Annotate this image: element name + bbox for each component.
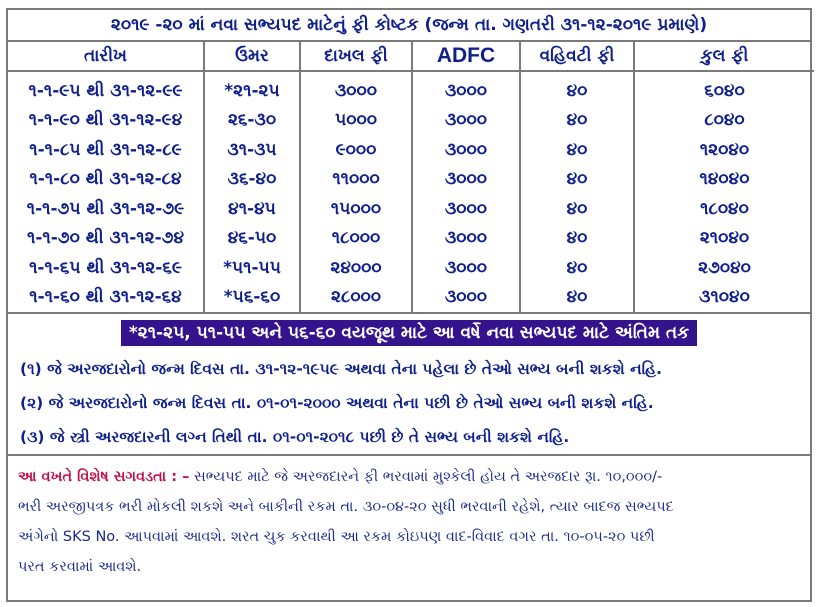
cell-adfc: ૩૦૦૦ <box>412 106 520 136</box>
table-row <box>8 283 814 313</box>
cell-adfc: ૩૦૦૦ <box>412 194 520 224</box>
cell-adfc: ૩૦૦૦ <box>412 135 520 165</box>
last-chance-banner: *૨૧-૨૫, ૫૧-૫૫ અને ૫૬-૬૦ વયજૂથ માટે આ વર્ષે નવા સભ્યપદ માટે અંતિમ તક <box>121 320 697 346</box>
notes-highlight: આ વખતે વિશેષ સગવડતા : – <box>18 469 190 485</box>
cell-adfc: ૩૦૦૦ <box>412 224 520 254</box>
column-header-entry-fee: દાખલ ફી <box>300 42 412 71</box>
cell-entry-fee: ૩૦૦૦ <box>300 71 412 106</box>
column-header-date: તારીખ <box>8 42 204 71</box>
cell-age: ૩૧-૩૫ <box>204 135 300 165</box>
banner-row <box>8 314 810 352</box>
column-header-total-fee: કુલ ફી <box>634 42 814 71</box>
notes-text: સભ્યપદ માટે જે અરજદારને ફી ભરવામાં મુશ્કેલી હોય તે અરજદાર રૂા. ૧૦,૦૦૦/- <box>189 469 663 485</box>
notes-line-3: અંગેનો SKS No. આપવામાં આવશે. શરત ચુક કરવાથી આ રકમ કોઇપણ વાદ-વિવાદ વગર તા. ૧૦-૦૫-૨૦ પછી <box>18 529 655 545</box>
table-row <box>8 71 814 106</box>
cell-admin-fee: ૪૦ <box>520 283 634 313</box>
cell-adfc: ૩૦૦૦ <box>412 71 520 106</box>
cell-admin-fee: ૪૦ <box>520 165 634 195</box>
cell-total-fee: ૨૭૦૪૦ <box>698 257 751 278</box>
rule-1: (૧) જે અરજદારોનો જન્મ દિવસ તા. ૩૧-૧૨-૧૯૫૯ અથવા તેના પહેલા છે તેઓ સભ્ય બની શકશે નહિ. <box>20 360 663 378</box>
table-row <box>8 194 814 224</box>
cell-date: ૧-૧-૮૫ થી ૩૧-૧૨-૮૯ <box>8 135 204 165</box>
cell-age: *૫૧-૫૫ <box>204 253 300 283</box>
cell-entry-fee: ૧૫૦૦૦ <box>300 194 412 224</box>
fee-chart <box>6 8 812 602</box>
cell-admin-fee: ૪૦ <box>520 224 634 254</box>
cell-date: ૧-૧-૬૦ થી ૩૧-૧૨-૬૪ <box>8 283 204 313</box>
cell-total-fee: ૧૨૦૪૦ <box>699 139 750 160</box>
cell-total-fee: ૧૪૦૪૦ <box>699 169 750 190</box>
column-header-admin-fee: વહિવટી ફી <box>520 42 634 71</box>
rule-3: (૩) જે સ્ત્રી અરજદારની લગ્ન તિથી તા. ૦૧-૦૧-૨૦૧૮ પછી છે તે સભ્ય બની શકશે નહિ. <box>20 428 570 446</box>
table-row <box>8 165 814 195</box>
special-facility-notes <box>8 454 810 582</box>
cell-age: ૪૧-૪૫ <box>204 194 300 224</box>
cell-total-fee: ૧૮૦૪૦ <box>700 198 749 219</box>
cell-admin-fee: ૪૦ <box>520 106 634 136</box>
notes-line-1 <box>18 462 800 492</box>
cell-total-fee: ૮૦૪૦ <box>704 110 745 131</box>
cell-date: ૧-૧-૯૫ થી ૩૧-૧૨-૯૯ <box>8 71 204 106</box>
cell-age: *૫૬-૬૦ <box>204 283 300 313</box>
cell-total-fee: ૩૧૦૪૦ <box>699 287 750 308</box>
cell-admin-fee: ૪૦ <box>520 135 634 165</box>
cell-date: ૧-૧-૬૫ થી ૩૧-૧૨-૬૯ <box>8 253 204 283</box>
cell-date: ૧-૧-૭૦ થી ૩૧-૧૨-૭૪ <box>8 224 204 254</box>
page-title: ૨૦૧૯ -૨૦ માં નવા સભ્યપદ માટેનું ફી કોષ્ટક (જન્મ તા. ગણતરી ૩૧-૧૨-૨૦૧૯ પ્રમાણે) <box>8 10 810 42</box>
cell-age: ૪૬-૫૦ <box>204 224 300 254</box>
cell-adfc: ૩૦૦૦ <box>412 283 520 313</box>
cell-adfc: ૩૦૦૦ <box>412 165 520 195</box>
cell-admin-fee: ૪૦ <box>520 71 634 106</box>
cell-entry-fee: ૧૮૦૦૦ <box>300 224 412 254</box>
cell-entry-fee: ૨૪૦૦૦ <box>300 253 412 283</box>
notes-line-4: પરત કરવામાં આવશે. <box>18 559 142 575</box>
table-header-row <box>8 42 814 71</box>
cell-date: ૧-૧-૯૦ થી ૩૧-૧૨-૯૪ <box>8 106 204 136</box>
fee-table <box>8 42 814 312</box>
cell-total-fee: ૨૧૦૪૦ <box>699 228 750 249</box>
cell-date: ૧-૧-૮૦ થી ૩૧-૧૨-૮૪ <box>8 165 204 195</box>
cell-date: ૧-૧-૭૫ થી ૩૧-૧૨-૭૯ <box>8 194 204 224</box>
column-header-adfc: ADFC <box>412 42 520 71</box>
cell-age: *૨૧-૨૫ <box>204 71 300 106</box>
cell-entry-fee: ૧૧૦૦૦ <box>300 165 412 195</box>
cell-adfc: ૩૦૦૦ <box>412 253 520 283</box>
cell-age: ૩૬-૪૦ <box>204 165 300 195</box>
column-header-age: ઉમર <box>204 42 300 71</box>
table-row <box>8 106 814 136</box>
table-row <box>8 253 814 283</box>
notes-line-2: ભરી અરજીપત્રક ભરી મોકલી શકશે અને બાકીની રકમ તા. ૩૦-૦૪-૨૦ સુધી ભરવાની રહેશે, ત્યાર બાદજ સભ્યપદ <box>18 499 674 515</box>
cell-entry-fee: ૫૦૦૦ <box>300 106 412 136</box>
cell-total-fee: ૬૦૪૦ <box>704 80 745 101</box>
cell-entry-fee: ૯૦૦૦ <box>300 135 412 165</box>
table-row <box>8 224 814 254</box>
cell-age: ૨૬-૩૦ <box>204 106 300 136</box>
fee-table-section <box>8 42 810 314</box>
rule-2: (૨) જે અરજદારોનો જન્મ દિવસ તા. ૦૧-૦૧-૨૦૦૦ અથવા તેના પછી છે તેઓ સભ્ય બની શકશે નહિ. <box>20 394 654 412</box>
cell-entry-fee: ૨૮૦૦૦ <box>300 283 412 313</box>
cell-admin-fee: ૪૦ <box>520 253 634 283</box>
table-row <box>8 135 814 165</box>
cell-admin-fee: ૪૦ <box>520 194 634 224</box>
